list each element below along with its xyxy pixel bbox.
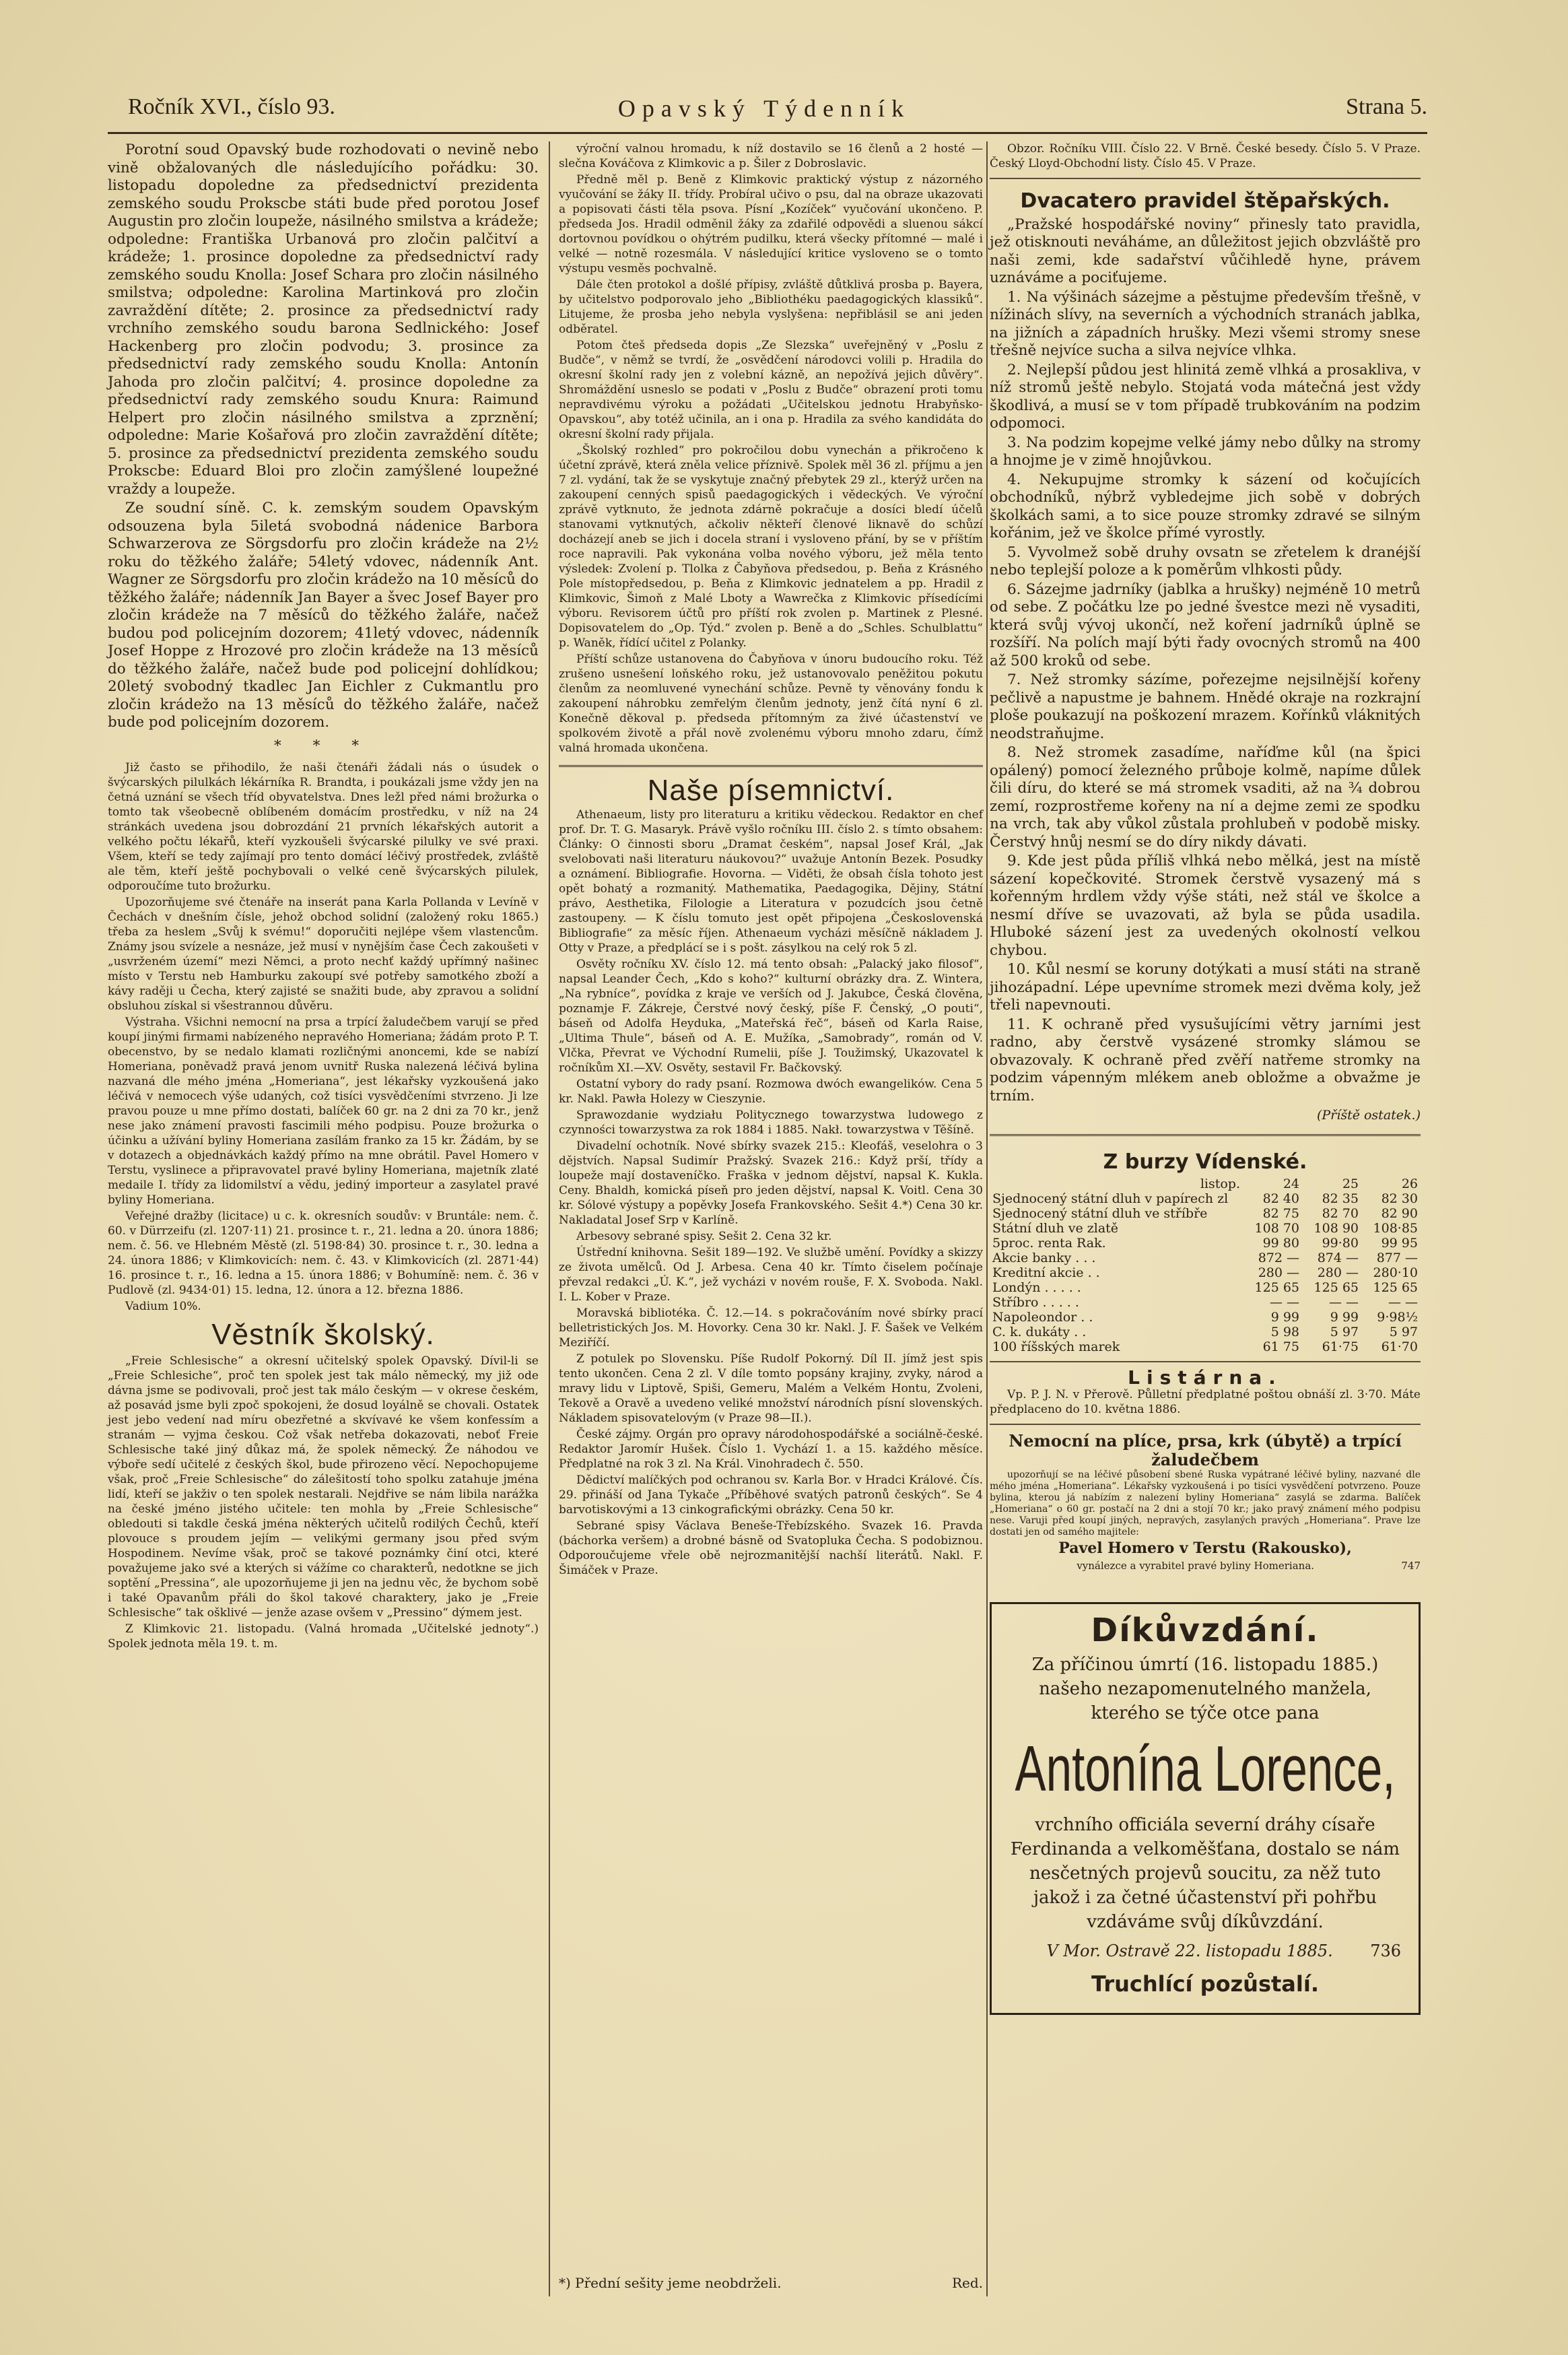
burza-row	[990, 1310, 1421, 1325]
burza-value: 99·80	[1322, 1236, 1359, 1251]
column-left	[108, 141, 539, 1653]
burza-value: 125 65	[1314, 1280, 1359, 1295]
listarna-text: Vp. P. J. N. v Přerově. Půlletní předplatné poštou obnáší zl. 3·70. Máte předplaceno do 10. května 1886.	[990, 1387, 1421, 1416]
burza-value: — —	[1388, 1295, 1418, 1310]
column-middle	[559, 141, 983, 1579]
burza-value: 280·10	[1373, 1265, 1418, 1280]
burza-label: 5proc. renta Rak.	[992, 1236, 1106, 1251]
ad-homero-text: upozorňují se na léčivé působení sbené Ruska vypátrané léčivé byliny, nazvané dle mého jména „Homeriana“. Lékařsky vyzkoušená i po tisíci vysvědčení potvrzeno. Pouze bylina, kterou já nabízím z nalezení byliny Homeriana“ zasylá se zdarma. Balíček „Homeriana“ o 60 gr. postačí na 2 dni a stojí 70 kr.; jako pravý známení mého podpisu nese. Varuji před koupí jiných, nepravých, zasylaných pravých „Homeriana“. Prave lze dostati jen od samého majitele:	[990, 1469, 1421, 1537]
burza-label: Akcie banky . . .	[992, 1251, 1096, 1265]
review-dedictvi: Dědictví malíčkých pod ochranou sv. Karla Bor. v Hradci Králové. Čís. 29. přináší od Jana Tykače „Příběhové svatých patronů českých“. Se 4 barvotiskovými a 13 cinkografickými obrázky. Cena 50 kr.	[559, 1473, 983, 1517]
ad-homero-title: Nemocní na plíce, prsa, krk (úbytě) a trpící žaludečbem	[1009, 1430, 1402, 1469]
burza-header-cell: 25	[1342, 1176, 1359, 1191]
pravidlo-item: 3. Na podzim kopejme velké jámy nebo důlky na stromy a hnojme je v zimě hnojůvkou.	[990, 434, 1421, 469]
burza-row	[990, 1251, 1421, 1265]
article-hromada-5: „Školský rozhled“ pro pokročilou dobu vynechán a přikročeno k účetní zprávě, která zněla velice příznivě. Spolek měl 36 zl. příjmu a jen 7 zl. vydání, tak že se vyskytuje značný přebytek 29 zl., kterýž určen na zakoupení cenných spisů paedagogických i vědeckých. Ve výroční zprávě vytknuto, že jednota zdárně pokračuje a dosíci bledí účelů stanovami vytknutých, ačkoliv někteří členové liknavě do schůzí docházejí aneb se jich i docela straní i vysloveno přání, by se v příštím roce napravili. Pak vykonána volba nového výboru, jež měla tento výsledek: Zvolení p. Tlolka z Čabyňova předsedou, p. Beňa z Krásného Pole místopředsedou, p. Beňa z Klimkovic jednatelem a pp. Hradil z Klimkovic, Šimoň z Malé Lboty a Wawrečka z Klimkovic přísedícími výboru. Revisorem účtů pro příští rok zvolen p. Martinek z Plesné. Dopisovatelem do „Op. Týd.“ zvolen p. Beně a do „Schles. Schulblattu“ p. Waněk, řídící učitel z Polanky.	[559, 444, 983, 650]
pravidel-intro: „Pražské hospodářské noviny“ přinesly tato pravidla, jež otisknouti neváháme, an důležitost jejich obzvláště pro naši zemi, kde sadařství vůčihledě hyne, právem uznáváme a pociťujeme.	[990, 215, 1421, 286]
burza-value: 5 97	[1330, 1325, 1359, 1339]
section-title-pisemnictvi: Naše písemnictví.	[647, 774, 895, 807]
burza-header-row	[990, 1176, 1421, 1191]
article-hromada-4: Potom čteš předseda dopis „Ze Slezska“ uveřejněný v „Poslu z Budče“, v němž se tvrdí, že „osvědčení národovci volili p. Hradila do okresní školní rady jen z volební kázně, an nepožívá jejich důvěry“. Shromáždění usneslo se podati v „Poslu z Budče“ obrazení proti tomu nepravdivému výroku a požádati „Učitelskou jednotu Hrabyňsko-Opavskou“, aby totéž učinila, an i ona p. Hradila za svého kandidáta do okresní školní rady přijala.	[559, 339, 983, 441]
burza-value: 280 —	[1317, 1265, 1359, 1280]
column-divider	[549, 141, 550, 2296]
burza-label: 100 říšských marek	[992, 1339, 1120, 1354]
article-soudni: Ze soudní síně. C. k. zemským soudem Opavským odsouzena byla 5iletá svobodná nádenice Barbora Schwarzerova ze Sörgsdorfu pro zločin krádeže na 2½ roku do těžkého žaláře; 54letý vdovec, nádenník Ant. Wagner ze Sörgsdorfu pro zločin krádežo na 10 měsíců do těžkého žaláře; nádenník Jan Bayer a švec Josef Bayer pro zločin krádeže na 7 měsíců do těžkého žaláře, načež budou pod policejním dozorem; 41letý vdovec, nádenník Josef Hoppe z Hrozové pro zločin krádeže na 13 měsíců do těžkého žaláře, načež bude pod policejní dohlídkou; 20letý svobodný tkadlec Jan Eichler z Cukmantlu pro zločin krádežo na 13 měsíců do těžkého žaláře, načež bude pod policejním dozorem.	[108, 500, 539, 731]
burza-row	[990, 1295, 1421, 1310]
review-obzor: Obzor. Ročníku VIII. Číslo 22. V Brně. České besedy. Číslo 5. V Praze. Český Lloyd-Obchodní listy. Číslo 45. V Praze.	[990, 142, 1421, 170]
burza-label: Napoleondor . .	[992, 1310, 1093, 1325]
burza-label: Londýn . . . . .	[992, 1280, 1081, 1295]
ad-deceased-name: Antonína Lorence,	[1015, 1733, 1396, 1805]
section-stars: * * *	[274, 737, 372, 754]
burza-row	[990, 1191, 1421, 1206]
burza-value: 61·70	[1381, 1339, 1418, 1354]
pravidlo-item: 7. Než stromky sázíme, pořezejme nejsilnější kořeny pečlivě a napustme je bahnem. Hnědé okraje na rozkrajní ploše poukazují na poškození mrazem. Kořínků vláknitých neodstraňujme.	[990, 671, 1421, 742]
pravidlo-item: 2. Nejlepší půdou jest hlinitá země vlhká a prosakliva, v níž stromů ještě nebylo. Stojatá voda mátečná jest vždy škodlivá, a musí se v tom případě trubkováním na podzim odpomoci.	[990, 361, 1421, 432]
page-header	[101, 94, 1427, 135]
review-moravska: Moravská bibliotéka. Č. 12.—14. s pokračováním nové sbírky prací belletristických Jos. M. Hovorky. Cena 30 kr. Nakl. J. F. Šašek ve Velkém Meziříčí.	[559, 1306, 983, 1350]
burza-value: 125 65	[1254, 1280, 1299, 1295]
burza-value: 9 99	[1330, 1310, 1359, 1325]
burza-row	[990, 1206, 1421, 1221]
review-ostatni: Ostatní vybory do rady psaní. Rozmowa dwóch ewangelików. Cena 5 kr. Nakl. Pawła Holezy w Cieszynie.	[559, 1077, 983, 1106]
section-divider	[990, 1424, 1421, 1425]
article-upozorneni: Upozorňujeme své čtenáře na inserát pana Karla Pollanda v Levíně v Čechách v dnešním čísle, jehož obchod solidní (založený roku 1865.) třeba za heslem „Svůj k svému!“ doporučiti nejlépe všem vlastencům. Známy jsou svízele a nesnáze, jež musí v nynějším čase Čech zakoušeti v „usvrženém území“ mezi Němci, a proto nechť každý upřímný našinec místo v Terstu neb Hamburku zakoupí své potřeby samotkého zboží a kávy raději u Čecha, který zajisté se snažiti bude, aby zpravou a solidní obsluhou získal si všestrannou důvěru.	[108, 896, 539, 1013]
burza-value: 5 98	[1270, 1325, 1299, 1339]
ad-body: vrchního officiála severní dráhy císaře Ferdinanda a velkoměšťana, dostalo se nám nesčetných projevů soucitu, za něž tuto jakož i za četné účastenství při pohřbu vzdáváme svůj díkůvzdání.	[1010, 1815, 1400, 1932]
article-vadium: Vadium 10%.	[125, 1300, 201, 1313]
burza-value: 9 99	[1270, 1310, 1299, 1325]
ad-title: Díkůvzdání.	[1091, 1611, 1320, 1649]
burza-value: 125 65	[1373, 1280, 1418, 1295]
burza-value: — —	[1328, 1295, 1359, 1310]
review-sebrane: Sebrané spisy Václava Beneše-Třebízského. Svazek 16. Pravda (báchorka veršem) a drobné básně od Svatopluka Čecha. S podobiznou. Odporoučujeme vřele obě nejrozmanitější nachší literátů. Nakl. F. Šimáček v Praze.	[559, 1519, 983, 1577]
burza-table	[990, 1176, 1421, 1354]
burza-value: 872 —	[1258, 1251, 1299, 1265]
burza-value: 82 90	[1381, 1206, 1418, 1221]
article-porotni: Porotní soud Opavský bude rozhodovati o nevině nebo vině obžalovaných dle následujícího pořádku: 30. listopadu dopoledne za předsednictví prezidenta zemského soudu Prokscbe státi bude před porotou Josef Augustin pro zločin loupeže, násilného smilstva a krádeže; odpoledne: Františka Urbanová pro zločin palčitví a krádeže; 1. prosince dopoledne za předsednictví rady zemského soudu Knolla: Josef Schara pro zločin násilného smilstva; odpoledne: Karolina Martinková pro zločin zavraždění dítěte; 2. prosince za předsednictví rady vrchního zemského soudu barona Sedlnického: Josef Hackenberg pro zločin podvodu; 3. prosince za předsednictví rady zemského soudu Knolla: Antonín Jahoda pro zločin palčitví; 4. prosince dopoledne za předsednictví rady zemského soudu Knura: Raimund Helpert pro zločin násilného smilstva a zprznění; odpoledne: Marie Košařová pro zločin zavraždění dítěte; 5. prosince za předsednictví prezidenta zemského soudu Prokscbe: Eduard Bloi pro zločin zamýšlené loupežné vraždy a loupeže.	[108, 141, 539, 498]
column-divider	[986, 141, 988, 2296]
burza-row	[990, 1339, 1421, 1354]
section-title-pravidel: Dvacatero pravidel štěpařských.	[1020, 189, 1390, 213]
column-right	[990, 141, 1421, 2015]
burza-value: — —	[1269, 1295, 1299, 1310]
footnote-text: *) Přední sešity jeme neobdrželi.	[559, 2275, 782, 2291]
burza-value: 61 75	[1262, 1339, 1299, 1354]
article-brandt: Již často se přihodilo, že naši čtenáři žádali nás o úsudek o švýcarských pilulkách lékárníka R. Brandta, i poukázali jsme vždy jen na četná uznání se všech tříd obyvatelstva. Dnes ležl před námi brožurka o tomto tak všeobecně oblíbeném domácím prostředku, v níž na 24 stránkách uvedena jsou dobrozdání 21 prvních lékařských autorit a velkého počtu lékařů, kteří vyzkoušeli švýcarské pilulky ve své praxi. Všem, kteří se tedy zajímají pro tento domácí léčivý prostředek, zvláště ale těm, kteří ještě pochybovali o velké ceně švýcarských pilulek, odporoučíme tuto brožurku.	[108, 761, 539, 893]
article-drazby: Veřejné dražby (licitace) u c. k. okresních soudův: v Bruntále: nem. č. 60. v Dürrzeifu (zl. 1207·11) 21. prosince t. r., 21. ledna a 20. února 1886; nem. č. 56. ve Hlebném Městě (zl. 5198·84) 30. prosince t. r., 30. ledna a 24. února 1886; v Klimkovicích: nem. č. 43. v Klimkovicích (zl. 2871·44) 16. prosince t. r., 16. ledna a 15. února 1886; v Bohumíně: nem. č. 36 v Pudlově (zl. 9434·01) 15. ledna, 12. února a 12. března 1886.	[108, 1209, 539, 1297]
burza-value: 5 97	[1389, 1325, 1418, 1339]
burza-header-cell: 24	[1283, 1176, 1299, 1191]
article-vestnik: „Freie Schlesische“ a okresní učitelský spolek Opavský. Dívil-li se „Freie Schlesiche“, proč ten spolek jest tak málo německý, my již ode dávna jsme se podivovali, proč jest tak málo českým — v okrese českém, až posavád jsme byli zpoč spokojeni, že dosud loyálně se chovali. Ostatek jest jebo vedení nad míru obezřetné a skvívavé ke všem konfessím a stranám — vyjma českou. Což však netřeba dokazovati, neboť Freie Schlesische také jiný důkaz má, že spolek německý. Že náhodou ve výboře sedí učitelé z českých škol, bude přirozeno věcí. Nepochopujeme však, proč „Freie Schlesische“ do zálešitostí toho spolku zatahuje jména lidí, kteří se jakživ o ten spolek nestarali. Nejdřive se nám libila narážka na české jméno jistého učitele: ten mohla by „Freie Schlesische“ obledouti si takdle česká jména některých učitelů rodilých Čechů, kteří plovouce s proudem jejím — velikými germany jsou před svým Hospodinem. Nevíme však, proč se takové poznámky činí otci, které považujeme jako své a kterých si vážíme co charakterů, nedotkne se jich soptění „Pressina“, ale upozorňujeme ji jen na jednu věc, že bychom sobě i také Opavanům přáli do škol takové charaktery, jako je „Freie Schlesische“ tak ošklivé — jenže azase ovšem v „Pressino“ dýmem jest.	[108, 1354, 539, 1620]
section-divider	[990, 1361, 1421, 1362]
section-divider	[990, 1134, 1421, 1140]
article-hromada-2: Předně měl p. Beně z Klimkovic praktický výstup z názorného vyučování se žáky II. třídy. Probíral učivo o psu, dal na obraze ukazovati a popisovati části těla psova. Písní „Kozíček“ vyučování ukončeno. P. předseda Jos. Hradil odměnil žáky za zdařilé odpovědi a sluenou sákcí dortovnou povídkou o ohýtrém pudilku, která všecky přítomné — malé i velké — notně rozesmála. V následující kritice vysloveno se o tomto výstupu vesměs pochvalně.	[559, 173, 983, 275]
review-sprawozdanie: Sprawozdanie wydziału Politycznego towarzystwa ludowego z czynności towarzystwa za rok 1884 i 1885. Nakł. towarzystwa v Těšíně.	[559, 1108, 983, 1137]
pravidlo-item: 4. Nekupujme stromky k sázení od kočujících obchodníků, nýbrž vybledejme jich sobě v dobrých školkách sami, a to sice pouze stromky zdravé se silným kořánim, jež ve školce přímé vyrostly.	[990, 471, 1421, 541]
review-ustredni: Ústřední knihovna. Sešit 189—192. Ve službě umění. Povídky a skizzy ze života umělců. Od J. Arbesa. Cena 40 kr. Tímto čiselem počínaje převzal redakci „Ú. K.“, jež vycházi v novém rouše, F. X. Svoboda. Nakl. I. L. Kober v Praze.	[559, 1246, 983, 1304]
section-title-vestnik: Věstník školský.	[211, 1318, 435, 1351]
article-vystraha: Výstraha. Všichni nemocní na prsa a trpící žaludečbem varují se před koupí jinými firmami nabízeného nepravého Homeriana; žádám proto P. T. obecenstvo, by se nedalo klamati rozličnými anoncemi, kde se nabízí Homeriana, poněvadž pravá jenom uvnitř Ruska nalezená léčivá bylina nazvaná dle mého jména „Homeriana“, jest lékařsky vyzkoušená jako léčivá v nemocech výše udaných, což tisíci vysvědčeními stvrzeno. Ji lze pravou pouze u mne přímo dostati, balíček 60 gr. na 2 dni za 70 kr., jenž nese jako známení pravosti fascimili mého podpisu. Pouze brožurka o účinku a užívání byliny Homeriana zasílám franko za 15 kr. Žádám, by se v dotazech a objednávkách každý přímo na mne obrátil. Pavel Homero v Terstu, vyslinece a připravovatel pravé byliny Homeriana, majetník zlaté medaile I. třídy za lidomilství a vědu, jediný importeur a zasylatel pravé byliny Homeriana.	[108, 1016, 539, 1207]
burza-row	[990, 1236, 1421, 1251]
section-title-listarna: Listárna.	[1128, 1366, 1283, 1389]
section-divider	[990, 178, 1421, 179]
ad-number: 736	[1370, 1942, 1401, 1960]
burza-value: 9·98½	[1377, 1310, 1418, 1325]
review-osvety: Osvěty ročníku XV. číslo 12. má tento obsah: „Palacký jako filosof“, napsal Leander Čech, „Kdo s koho?“ kulturní obrázky dra. Z. Wintera, „Na rybníce“, povídka z kraje ve verších od J. Jakubce, Česká člověna, poznamje F. Zákreje, Čerstvé nový český, píše F. Čenský, „O pouti“, báseň od Adolfa Heyduka, „Mateřská řeč“, báseň od Karla Raise, „Ultima Thule“, báseň od A. E. Mužíka, „Samobrady“, román od V. Vlčka, Převrat ve Východní Rumelii, píše J. Toužimský, Ukazovatel k ročníkům XI.—XV. Osvěty, sestavil Fr. Bačkovský.	[559, 958, 983, 1075]
ad-place-date: V Mor. Ostravě 22. listopadu 1885.	[1046, 1942, 1333, 1960]
burza-value: 99 95	[1381, 1236, 1418, 1251]
burza-value: 82 75	[1262, 1206, 1299, 1221]
footnote-signature: Red.	[951, 2275, 983, 2291]
burza-value: 82 40	[1262, 1191, 1299, 1206]
page-number: Strana 5.	[1346, 94, 1427, 119]
pravidlo-item: 9. Kde jest půda příliš vlhká nebo mělká, jest na místě sázení kopečkovité. Stromek čerstvě vysazený má s kořenným hrdlem vždy výše státi, než stál ve školce a nesmí dříve se uvazovati, až byla se půda usadila. Hluboké sázení jest za uvedených okolností velkou chybou.	[990, 853, 1421, 959]
burza-label: Kreditní akcie . .	[992, 1265, 1100, 1280]
burza-label: Sjednocený státní dluh ve stříbře	[992, 1206, 1208, 1221]
review-arbesovy: Arbesovy sebrané spisy. Sešit 2. Cena 32 kr.	[576, 1230, 832, 1243]
section-divider	[559, 765, 983, 771]
pravidlo-item: 1. Na výšinách sázejme a pěstujme především třešně, v nížinách slívy, na severních a východních stranách jablka, na jižních a západních hrušky. Mezi všemi stromy snese třešně nejvíce sucha a silva nejvíce vlhka.	[990, 288, 1421, 359]
burza-header-cell: 26	[1401, 1176, 1418, 1191]
article-klimkovice: Z Klimkovic 21. listopadu. (Valná hromada „Učitelské jednoty“.) Spolek jednota měla 19. t. m.	[108, 1622, 539, 1651]
pravidlo-item: 6. Sázejme jadrníky (jablka a hrušky) nejméně 10 metrů od sebe. Z počátku lze po jedné švestce mezi ně vysaditi, která svůj vývoj ukončí, než koření jadrníků úplně se rozšíří. Na polích mají býti řady ovocných stromů na 400 až 500 kroků od sebe.	[990, 581, 1421, 669]
header-rule	[108, 132, 1427, 134]
burza-label: C. k. dukáty . .	[992, 1325, 1087, 1339]
burza-value: 99 80	[1262, 1236, 1299, 1251]
burza-label: Stříbro . . . . .	[992, 1295, 1079, 1310]
footnote	[559, 2275, 983, 2291]
burza-value: 82 30	[1381, 1191, 1418, 1206]
pravidlo-item: 5. Vyvolmež sobě druhy ovsatn se zřetelem k dranéjší nebo teplejší poloze a k poměrům vlhkosti půdy.	[990, 543, 1421, 578]
burza-value: 82 70	[1322, 1206, 1359, 1221]
article-hromada-6: Příští schůze ustanovena do Čabyňova v únoru budoucího roku. Též zrušeno usnešení loňského roku, jež ustanovovalo peněžitou pokutu členům za neomluvené vynechání schůze. Pevně ty věnovány fondu k zakoupení náhrobku zemřelým členům jednoty, jenž čítá nyní 6 zl. Konečně děkoval p. předseda přítomným za živé účastenství ve spolkovém životě a přál nově zvolenému výboru mnoho zdaru, čímž valná hromada ukončena.	[559, 653, 983, 755]
burza-value: 108 90	[1314, 1221, 1359, 1236]
section-title-burza: Z burzy Vídenské.	[1103, 1150, 1307, 1174]
continued-note: (Příště ostatek.)	[1316, 1108, 1421, 1123]
ad-homero-foot: vynálezce a vyrabitel pravé byliny Homeriana.	[1077, 1560, 1315, 1572]
burza-value: 61·75	[1322, 1339, 1359, 1354]
ad-signature: Truchlící pozůstalí.	[1091, 1970, 1319, 1997]
burza-row	[990, 1265, 1421, 1280]
burza-value: 82 35	[1322, 1191, 1359, 1206]
article-hromada-3: Dále čten protokol a došlé přípisy, zvláště důtklivá prosba p. Bayera, by učitelstvo podporovalo jeho „Bibliothéku paedagogických klassiků“. Litujeme, že prosba jeho nebyla vyslyšena: nepřiblásil se ani jeden odběratel.	[559, 278, 983, 336]
burza-value: 874 —	[1317, 1251, 1359, 1265]
burza-label: Sjednocený státní dluh v papírech zl	[992, 1191, 1229, 1206]
ad-homero-number: 747	[1401, 1560, 1421, 1572]
burza-value: 108·85	[1373, 1221, 1418, 1236]
ad-intro: Za příčinou úmrtí (16. listopadu 1885.) našeho nezapomenutelného manžela, kterého se týče otce pana	[1031, 1655, 1379, 1723]
burza-header-cell: listop.	[1200, 1176, 1240, 1191]
burza-value: 877 —	[1376, 1251, 1418, 1265]
article-hromada-1: výroční valnou hromadu, k níž dostavilo se 16 členů a 2 hosté — slečna Kováčova z Klimkovic a p. Šiler z Dobroslavic.	[559, 142, 983, 170]
review-ceske: České zájmy. Orgán pro opravy národohospodářské a sociálně-české. Redaktor Jaromír Hušek. Číslo 1. Vychází 1. a 15. každého měsíce. Předplatné na rok 3 zl. Na Král. Vinohradech č. 550.	[559, 1428, 983, 1471]
review-divadelni: Divadelní ochotník. Nové sbírky svazek 215.: Kleofáš, veselohra o 3 dějstvích. Napsal Sudimír Pražský. Svazek 216.: Když prší, třídy a loupeže mají dostaveníčko. Fraška v jednom dějství, napsal K. Kukla. Ceny. Bhaldh, komická píseň pro jeden dějství, napsal K. Voitl. Cena 30 kr. Sólové výstupy a popěvky Josefa Frankovského. Sešit 4.*) Cena 30 kr. Nakladatal Josef Srp v Karlíně.	[559, 1139, 983, 1227]
pravidlo-item: 11. K ochraně před vysušujícími větry jarními jest radno, aby čerstvě vysázené stromky slámou se obvazovaly. K ochraně před zvěří natřeme stromky na podzim vápenným mlékem aneb obložme a obvažme je trním.	[990, 1016, 1421, 1104]
burza-row	[990, 1221, 1421, 1236]
pravidlo-item: 10. Kůl nesmí se koruny dotýkati a musí státi na straně jihozápadní. Lépe upevníme stromek mezi dvěma koly, jež třeli napevnouti.	[990, 961, 1421, 1014]
review-athenaeum: Athenaeum, listy pro literaturu a kritiku vědeckou. Redaktor en chef prof. Dr. T. G. Masaryk. Právě vyšlo ročníku III. číslo 2. s tímto obsahem: Články: O činnosti sboru „Dramat českém“, napsal Josef Král, „Jak svelobovati naši literaturu náukovou?“ uvažuje Antonín Bezek. Posudky a oznámení. Bibliografie. Hovorna. — Viděti, že obsah čísla tohoto jest opět bohatý a rozmanitý. Mathematika, Paedagogika, Dějiny, Státní právo, Aesthetika, Filologie a Literatura v pozudcích jsou četně zastoupeny. — K číslu tomuto jest opět připojena „Československá Bibliografie“ za měsíc říjen. Athenaeum vycházi měsíčně nákladem J. Otty v Praze, a předplácí se i s pošt. zásylkou na celý rok 5 zl.	[559, 808, 983, 955]
ad-dikuvzdani	[990, 1602, 1421, 2016]
burza-label: Státní dluh ve zlatě	[992, 1221, 1119, 1236]
burza-value: 108 70	[1254, 1221, 1299, 1236]
burza-value: 280 —	[1258, 1265, 1299, 1280]
burza-row	[990, 1325, 1421, 1339]
burza-row	[990, 1280, 1421, 1295]
ad-homero-name: Pavel Homero v Terstu (Rakousko),	[1058, 1539, 1352, 1557]
issue-number: Ročník XVI., číslo 93.	[128, 94, 335, 119]
masthead-title: Opavský Týdenník	[617, 95, 911, 122]
pravidlo-item: 8. Než stromek zasadíme, naříďme kůl (na špici opálený) pomocí železného průboje kolmě, napíme důlek čili díru, do které se má stromek vsaditi, až na ¾ dobrou zemí, rozprostřeme kořeny na ní a dejme zemi ze spodku na vrch, tak aby vůkol zůstala prohlubeň v podobě misky. Čerstvý hnůj nesmí se do díry nikdy dávati.	[990, 744, 1421, 851]
ad-homero	[990, 1432, 1421, 1575]
review-zpotulek: Z potulek po Slovensku. Píše Rudolf Pokorný. Díl II. jímž jest spis tento ukončen. Cena 2 zl. V díle tomto popsány krajiny, zvyky, národ a mravy lidu v Liptově, Spiši, Gemeru, Malém a Velkém Hontu, Zvoleni, Tekově a Oravě a uvedeno veliké množství národních písní slovenských. Nákladem spisovatelovým (v Praze 98—II.).	[559, 1352, 983, 1425]
